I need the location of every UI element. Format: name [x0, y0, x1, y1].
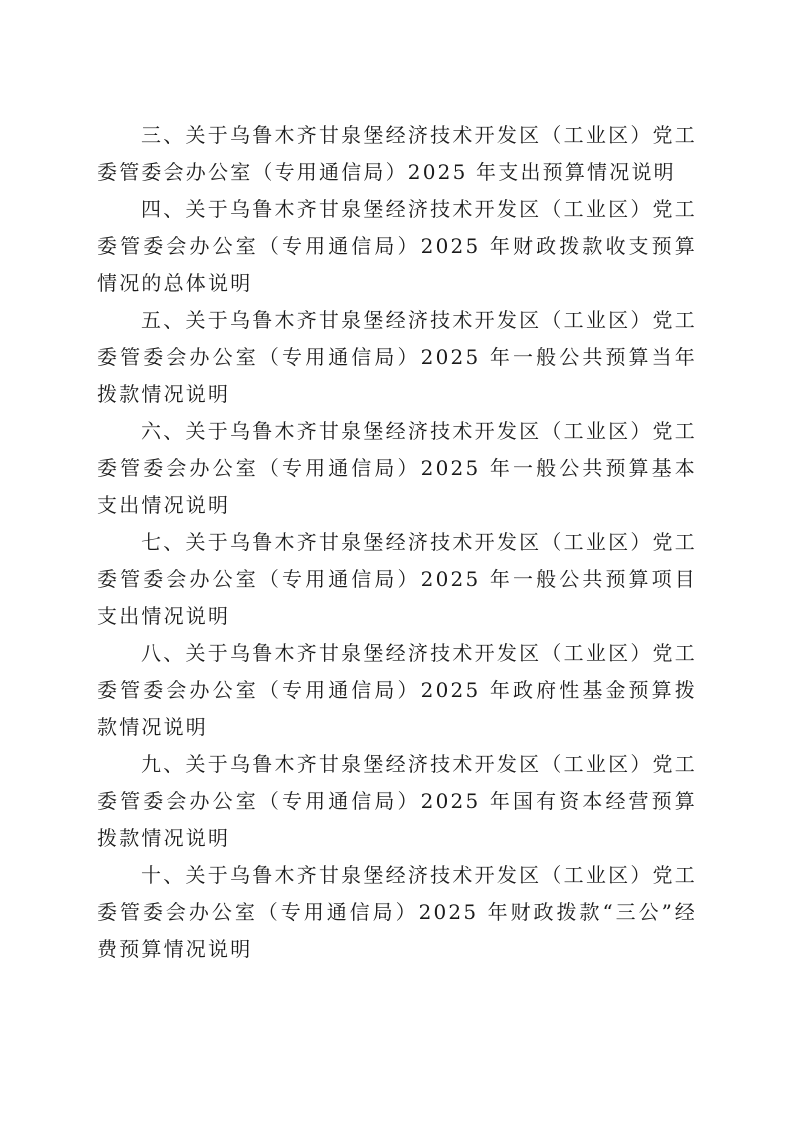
paragraph-item-7: 七、关于乌鲁木齐甘泉堡经济技术开发区（工业区）党工委管委会办公室（专用通信局）2025 年一般公共预算项目支出情况说明 [97, 530, 697, 628]
paragraph-item-6: 六、关于乌鲁木齐甘泉堡经济技术开发区（工业区）党工委管委会办公室（专用通信局）2025 年一般公共预算基本支出情况说明 [97, 419, 697, 517]
paragraph-item-5: 五、关于乌鲁木齐甘泉堡经济技术开发区（工业区）党工委管委会办公室（专用通信局）2025 年一般公共预算当年拨款情况说明 [97, 308, 697, 406]
paragraph-item-3: 三、关于乌鲁木齐甘泉堡经济技术开发区（工业区）党工委管委会办公室（专用通信局）2025 年支出预算情况说明 [97, 123, 697, 184]
paragraph-item-4: 四、关于乌鲁木齐甘泉堡经济技术开发区（工业区）党工委管委会办公室（专用通信局）2025 年财政拨款收支预算情况的总体说明 [97, 197, 697, 295]
paragraph-item-8: 八、关于乌鲁木齐甘泉堡经济技术开发区（工业区）党工委管委会办公室（专用通信局）2025 年政府性基金预算拨款情况说明 [97, 641, 697, 739]
paragraph-item-9: 九、关于乌鲁木齐甘泉堡经济技术开发区（工业区）党工委管委会办公室（专用通信局）2025 年国有资本经营预算拨款情况说明 [97, 752, 697, 850]
paragraph-item-10: 十、关于乌鲁木齐甘泉堡经济技术开发区（工业区）党工委管委会办公室（专用通信局）2025 年财政拨款“三公”经费预算情况说明 [97, 863, 697, 961]
document-body [97, 117, 697, 968]
